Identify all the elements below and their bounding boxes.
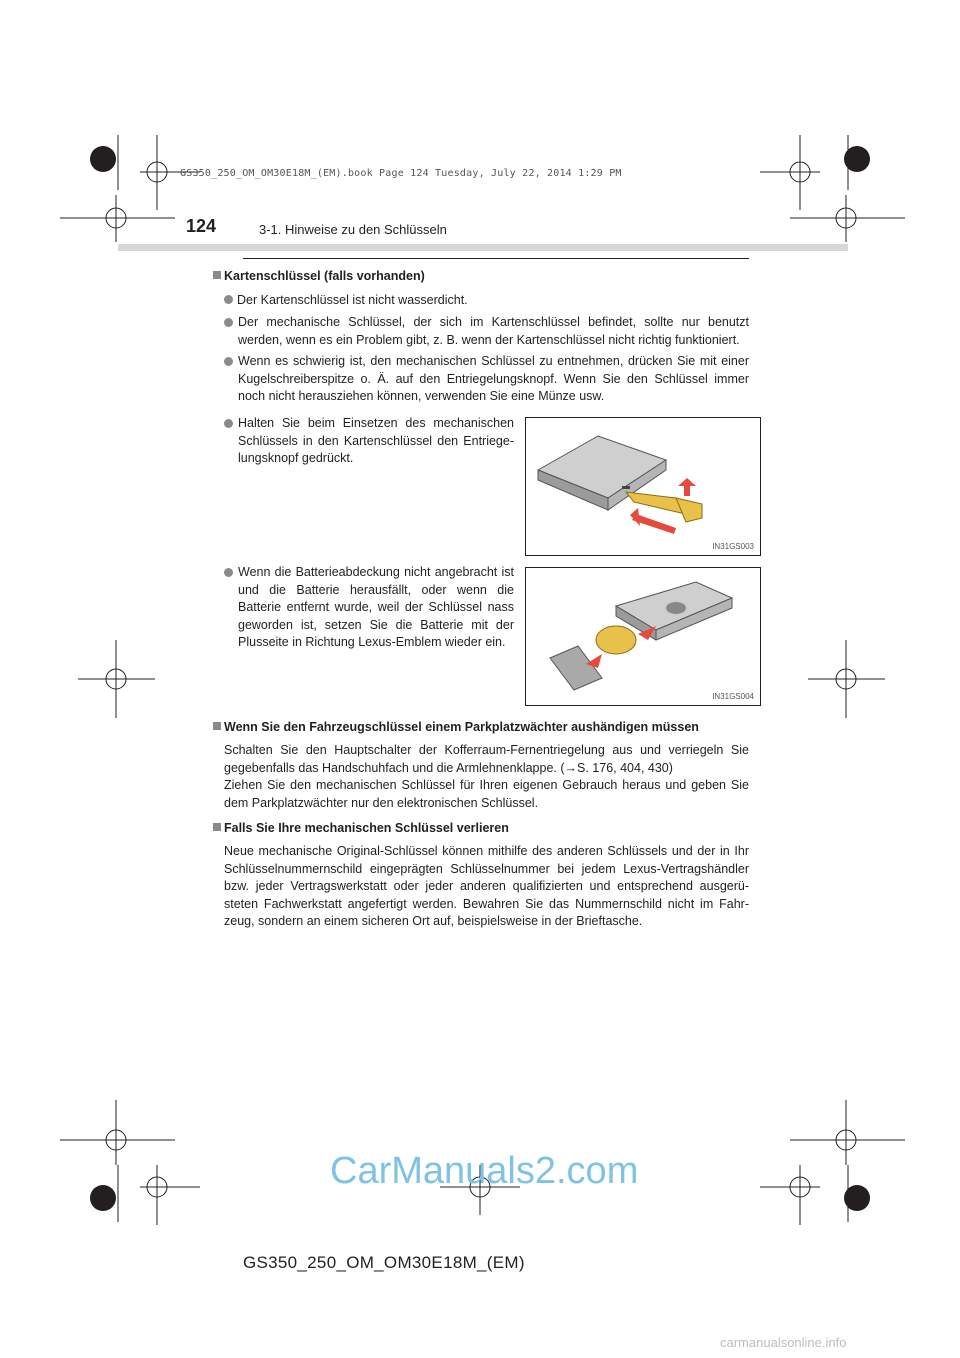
watermark: CarManuals2.com: [330, 1150, 639, 1192]
bullet-item: [224, 314, 749, 349]
body-text: Ziehen Sie den mechanischen Schlüssel für Ihren eigenen Gebrauch heraus und geben Sie dem Parkplatzwächter nur den elektronischen Schlüssel.: [224, 778, 749, 810]
square-bullet-icon: [213, 823, 221, 831]
heading-text: Kartenschlüssel (falls vorhanden): [224, 269, 425, 283]
square-bullet-icon: [213, 271, 221, 279]
heading-text: Wenn Sie den Fahrzeugschlüssel einem Parkplatzwächter aushändigen müssen: [224, 720, 699, 734]
bullet-item: [224, 564, 514, 652]
figure-battery-insert: [525, 567, 761, 706]
card-key-illustration: [526, 418, 760, 555]
bullet-text: Wenn die Batterieabdeckung nicht angebracht ist und die Batterie herausfällt, oder wenn die Batterie entfernt wurde, weil der Schlüssel nass geworden ist, setzen Sie die Batterie mit der Plusseite in Richtung Lexus-Emblem wieder ein.: [238, 565, 514, 649]
section-heading: [213, 820, 509, 838]
section-heading: [213, 268, 425, 286]
heading-text: Falls Sie Ihre mechanischen Schlüssel verlieren: [224, 821, 509, 835]
round-bullet-icon: [224, 295, 233, 304]
round-bullet-icon: [224, 568, 233, 577]
figure-code: IN31GS004: [712, 692, 754, 701]
header-rule: [243, 258, 749, 259]
bullet-text: Halten Sie beim Einsetzen des mechanischen Schlüssels in den Kartenschlüssel den Entriege-lungsknopf gedrückt.: [238, 416, 514, 465]
square-bullet-icon: [213, 722, 221, 730]
round-bullet-icon: [224, 318, 233, 327]
bullet-text: Der Kartenschlüssel ist nicht wasserdicht.: [237, 293, 468, 307]
figure-card-key-insert: [525, 417, 761, 556]
page-number: 124: [186, 216, 217, 236]
section-heading: [213, 719, 699, 737]
file-info: GS350_250_OM_OM30E18M_(EM).book Page 124 Tuesday, July 22, 2014 1:29 PM: [180, 168, 622, 179]
bullet-item: [224, 292, 749, 310]
figure-code: IN31GS003: [712, 542, 754, 551]
battery-illustration: [526, 568, 760, 705]
bullet-item: [224, 353, 749, 406]
bullet-text: Der mechanische Schlüssel, der sich im Kartenschlüssel befindet, sollte nur benutzt werden, wenn es ein Problem gibt, z. B. wenn der Kartenschlüssel nicht richtig funktioniert.: [238, 315, 749, 347]
bullet-item: [224, 415, 514, 468]
body-text: Neue mechanische Original-Schlüssel können mithilfe des anderen Schlüssels und der in Ihr Schlüsselnummernschild eingeprägten Schlüsselnummer bei jedem Lexus-Vertragshändler bzw. jeder Vertragswerkstatt oder jeder anderen qualifizierten und entsprechend ausgerü-steten Fachwerkstatt angefertigt werden. Bewahren Sie das Nummernschild nicht im Fahr-zeug, sondern an einem sicheren Ort auf, beispielsweise in der Brieftasche.: [224, 844, 749, 928]
chapter-title: 3-1. Hinweise zu den Schlüsseln: [259, 222, 447, 237]
round-bullet-icon: [224, 419, 233, 428]
body-text: Schalten Sie den Hauptschalter der Kofferraum-Fernentriegelung aus und verriegeln Sie gegebenfalls das Handschuhfach und die Armlehnenklappe. (→S. 176, 404, 430): [224, 743, 749, 775]
header-gray-band: [118, 244, 848, 251]
footer-id: GS350_250_OM_OM30E18M_(EM): [243, 1253, 525, 1272]
bullet-text: Wenn es schwierig ist, den mechanischen Schlüssel zu entnehmen, drücken Sie mit einer Kugelschreiberspitze o. Ä. auf den Entriegelungsknopf. Wenn Sie den Schlüssel immer noch nicht herausziehen können, verwenden Sie eine Münze usw.: [238, 354, 749, 403]
round-bullet-icon: [224, 357, 233, 366]
site-watermark: carmanualsonline.info: [720, 1335, 847, 1350]
